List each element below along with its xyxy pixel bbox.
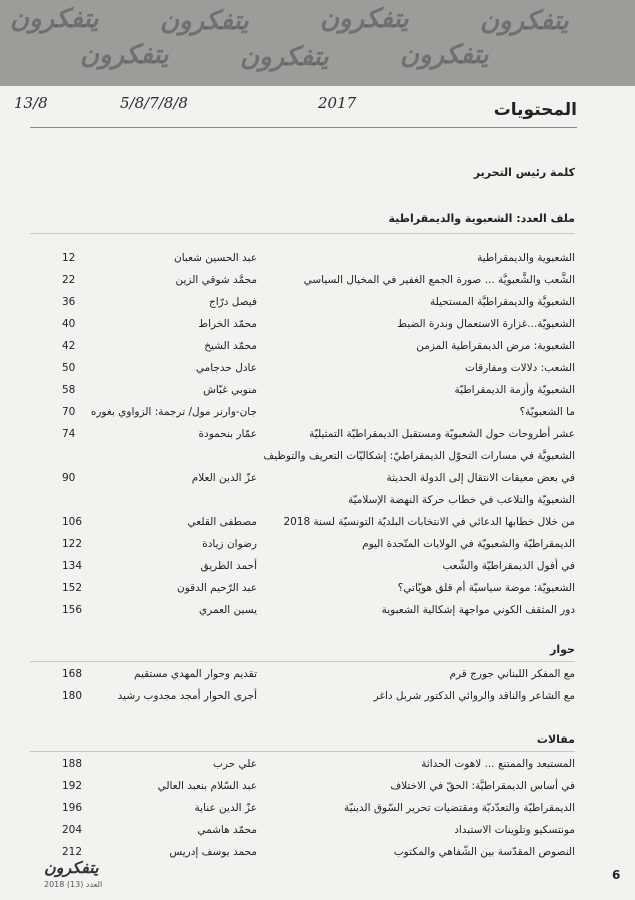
toc-entry[interactable] <box>0 780 635 802</box>
watermark-text: يتفكرون <box>480 6 569 36</box>
entry-title: مونتسكيو وتلوينات الاستبداد <box>454 824 575 836</box>
toc-entry[interactable] <box>0 340 635 362</box>
toc-entry[interactable] <box>0 384 635 406</box>
toc-entry[interactable] <box>0 406 635 428</box>
toc-entry[interactable] <box>0 428 635 450</box>
watermark-text: يتفكرون <box>240 42 329 72</box>
entry-title: مع المفكر اللبناني جورج قرم <box>449 668 575 680</box>
entry-page-number: 134 <box>62 560 83 572</box>
entry-author: عبد الرّحيم الدقون <box>177 582 257 594</box>
entry-page-number: 74 <box>62 428 76 440</box>
section-editor-word: كلمة رئيس التحرير <box>473 166 575 179</box>
entry-title: الشَّعب والشَّعبويَّة ... صورة الجمع الغفير في المخيال السياسي <box>303 274 575 286</box>
watermark-text: يتفكرون <box>160 6 249 36</box>
entry-title: النصوص المقدّسة بين الشّفاهي والمكتوب <box>393 846 575 858</box>
toc-entry[interactable] <box>0 538 635 560</box>
watermark-text: يتفكرون <box>400 40 489 70</box>
entry-page-number: 36 <box>62 296 76 308</box>
toc-entry[interactable] <box>0 582 635 604</box>
entry-title: الديمقراطيّة والتعدّديّة ومقتضيات تحرير السّوق الدينيّة <box>344 802 575 814</box>
entry-page-number: 152 <box>62 582 83 594</box>
entry-author: منوبي غبّاش <box>203 384 257 396</box>
divider <box>30 751 575 752</box>
entry-page-number: 192 <box>62 780 83 792</box>
entry-title: الشعبويّة...غزارة الاستعمال وندرة الضبط <box>397 318 575 330</box>
entry-page-number: 40 <box>62 318 76 330</box>
entry-author: عادل حدجامي <box>195 362 257 374</box>
entry-page-number: 196 <box>62 802 83 814</box>
entry-author: محمّد الشيخ <box>204 340 257 352</box>
entry-page-number: 188 <box>62 758 83 770</box>
entry-title: الديمقراطيّة والشعبويّة في الولايات المتّحدة اليوم <box>362 538 575 550</box>
entry-page-number: 50 <box>62 362 76 374</box>
handwritten-note: 13/8 <box>14 94 48 112</box>
divider <box>30 233 575 234</box>
entry-author: عمّار بنحمودة <box>198 428 257 440</box>
entry-author: محمَّد شوقي الزين <box>175 274 257 286</box>
divider <box>30 127 577 128</box>
entry-title: الشعبويَّة والديمقراطيَّة المستحيلة <box>429 296 575 308</box>
entry-page-number: 122 <box>62 538 83 550</box>
entry-title: في أفول الديمقراطيّة والشّعب <box>442 560 575 572</box>
section-articles: مقالات <box>536 733 575 746</box>
toc-entry[interactable] <box>0 758 635 780</box>
entry-page-number: 180 <box>62 690 83 702</box>
toc-entry[interactable] <box>0 362 635 384</box>
entry-author: عزّ الدين العلام <box>191 472 257 484</box>
entry-title: مع الشاعر والناقد والروائي الدكتور شربل داغر <box>373 690 575 702</box>
handwritten-date: 5/8/7/8/8 <box>120 94 188 112</box>
section-dossier: ملف العدد: الشعبوية والديمقراطية <box>388 212 575 225</box>
toc-entry[interactable] <box>0 252 635 274</box>
page-title: المحتويات <box>493 100 577 120</box>
entry-page-number: 58 <box>62 384 76 396</box>
watermark-text: يتفكرون <box>80 40 169 70</box>
entry-author: عبد الحسين شعبان <box>174 252 257 264</box>
entry-page-number: 42 <box>62 340 76 352</box>
entry-title: الشعبوية والديمقراطية <box>477 252 575 264</box>
entry-author: محمد يوسف إدريس <box>169 846 257 858</box>
entry-page-number: 204 <box>62 824 83 836</box>
entry-page-number: 156 <box>62 604 83 616</box>
entry-page-number: 212 <box>62 846 83 858</box>
toc-entry[interactable] <box>0 802 635 824</box>
entry-title-continued: في بعض معيقات الانتقال إلى الدولة الحديثة <box>386 472 575 484</box>
entry-author: علي حرب <box>213 758 257 770</box>
entry-page-number: 22 <box>62 274 76 286</box>
entry-page-number: 106 <box>62 516 83 528</box>
toc-entry[interactable] <box>0 494 635 528</box>
divider <box>30 661 575 662</box>
toc-entry[interactable] <box>0 668 635 690</box>
entry-title-continued: من خلال خطابها الدعائي في الانتخابات البلديّة التونسيّة لسنة 2018 <box>283 516 575 528</box>
entry-title: الشعب: دلالات ومفارقات <box>465 362 575 374</box>
entry-author: محمّد هاشمي <box>197 824 257 836</box>
toc-entry[interactable] <box>0 560 635 582</box>
entry-author: تقديم وحوار المهدي مستقيم <box>133 668 257 680</box>
entry-title: الشعبويّة والتلاعب في خطاب حركة النهضة الإسلاميّة <box>347 494 575 506</box>
section-dialogue: حوار <box>550 643 575 656</box>
toc-entry[interactable] <box>0 604 635 626</box>
entry-title: المستبعد والممتنع ... لاهوت الحداثة <box>421 758 575 770</box>
entry-author: عزّ الدين عناية <box>194 802 257 814</box>
entry-title: الشعبويَّة في مسارات التحوّل الديمقراطيّ: إشكاليّات التعريف والتوظيف <box>263 450 575 462</box>
entry-author: مصطفى القلعي <box>187 516 257 528</box>
entry-author: جان-وارنر مول/ ترجمة: الزواوي بغوره <box>90 406 257 418</box>
toc-entry[interactable] <box>0 274 635 296</box>
watermark-text: يتفكرون <box>10 4 99 34</box>
entry-title: في أساس الديمقراطيَّة: الحقّ في الاختلاف <box>390 780 575 792</box>
entry-title: الشعبويّة وأزمة الديمقراطيّة <box>454 384 575 396</box>
entry-author: رضوان زيادة <box>202 538 257 550</box>
entry-page-number: 12 <box>62 252 76 264</box>
entry-page-number: 70 <box>62 406 76 418</box>
entry-title: الشعبوية: مرض الديمقراطية المزمن <box>416 340 575 352</box>
toc-entry[interactable] <box>0 824 635 846</box>
entry-title: ما الشعبويّة؟ <box>519 406 575 418</box>
toc-entry[interactable] <box>0 450 635 484</box>
entry-author: أحمد الطريق <box>200 560 257 572</box>
entry-title: الشعبويّة: موضة سياسيّة أم قلق هويّاتي؟ <box>397 582 575 594</box>
issue-label: العدد (13) 2018 <box>44 880 103 889</box>
entry-author: أجرى الحوار أمجد مجدوب رشيد <box>117 690 257 702</box>
entry-author: عبد السّلام بنعبد العالي <box>157 780 257 792</box>
entry-page-number: 90 <box>62 472 76 484</box>
entry-author: محمّد الخراط <box>198 318 257 330</box>
handwritten-year: 2017 <box>318 94 357 112</box>
entry-title: دور المثقف الكوني مواجهة إشكالية الشعبوية <box>381 604 575 616</box>
toc-entry[interactable] <box>0 318 635 340</box>
entry-title: عشر أطروحات حول الشعبويّة ومستقبل الديمقراطيّة التمثيليّة <box>309 428 575 440</box>
toc-entry[interactable] <box>0 690 635 712</box>
magazine-logo: يتفكرون <box>44 858 99 877</box>
scan-top-band <box>0 0 635 86</box>
entry-author: فيصل درّاج <box>208 296 257 308</box>
entry-page-number: 168 <box>62 668 83 680</box>
entry-author: يسين العمري <box>198 604 257 616</box>
watermark-text: يتفكرون <box>320 4 409 34</box>
toc-entry[interactable] <box>0 296 635 318</box>
page-number: 6 <box>612 868 621 882</box>
